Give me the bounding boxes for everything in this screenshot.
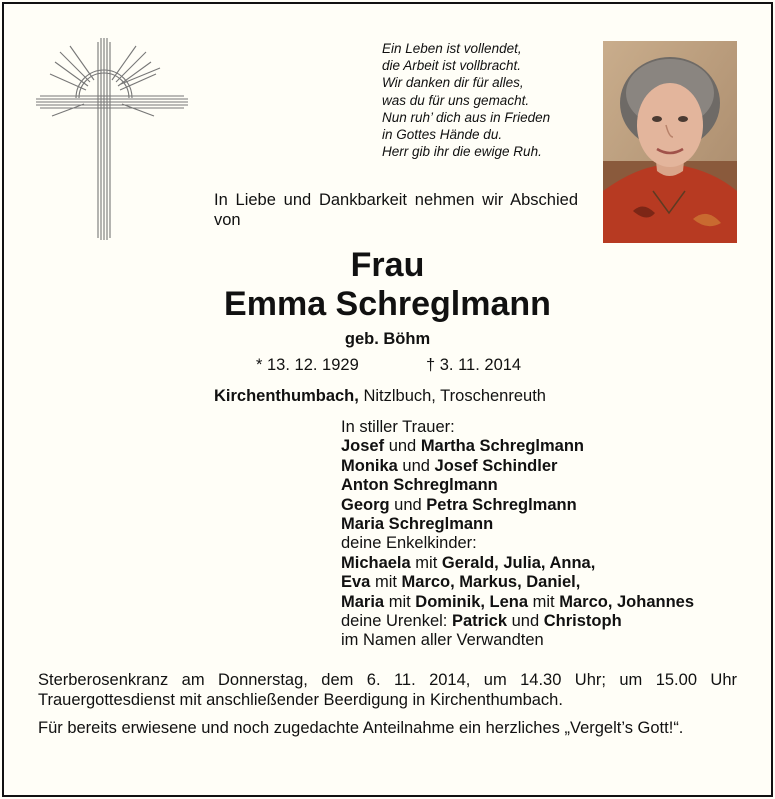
poem-line: Wir danken dir für alles, [382, 75, 524, 91]
text-fragment: Eva [341, 573, 371, 592]
salutation: Frau [350, 246, 425, 284]
poem-line: was du für uns gemacht. [382, 92, 530, 108]
text-fragment: mit [528, 592, 560, 611]
text-fragment: und [397, 456, 435, 475]
text-fragment: Patrick [451, 612, 508, 631]
mourner-line [341, 515, 694, 534]
text-fragment: Maria [341, 592, 385, 611]
place-others: Nitzlbuch, Troschenreuth [358, 387, 546, 405]
text-fragment: Josef [341, 437, 385, 456]
poem-line: Herr gib ihr die ewige Ruh. [382, 144, 542, 160]
birth-date: * 13. 12. 1929 [256, 356, 359, 374]
text-fragment: Michaela [341, 553, 411, 572]
text-fragment: Martha Schreglmann [420, 437, 585, 456]
text-fragment: Monika [341, 456, 398, 475]
rosary-notice: Sterberosenkranz am Donnerstag, dem 6. 11. 2014, um 14.30 Uhr; um 15.00 Uhr Trauergottesdienst mit anschließender Beerdigung in Kirchenthumbach. [38, 671, 737, 709]
text-fragment: mit [370, 573, 402, 592]
poem-line: in Gottes Hände du. [382, 127, 503, 143]
text-fragment: und [507, 612, 544, 631]
mourners-heading: In stiller Trauer: [341, 418, 455, 436]
poem-line: Nun ruh’ dich aus in Frieden [382, 109, 551, 125]
text-fragment: mit [410, 553, 442, 572]
mourner-line [341, 457, 694, 476]
poem-line: Ein Leben ist vollendet, [382, 41, 522, 56]
text-fragment: Anton Schreglmann [341, 476, 498, 495]
places [214, 387, 546, 406]
maiden-name: geb. Böhm [344, 330, 431, 348]
text-fragment: und [384, 437, 421, 456]
grandchild-line [341, 593, 694, 612]
text-fragment: Gerald, Julia, Anna, [441, 553, 596, 572]
thanks-notice: Für bereits erwiesene und noch zugedachte Anteilnahme ein herzliches „Vergelt’s Gott!“. [38, 719, 684, 737]
text-fragment: Christoph [543, 612, 622, 631]
poem [382, 40, 550, 160]
text-fragment: mit [384, 592, 416, 611]
great-grandchildren-line [341, 612, 694, 631]
text-fragment: Petra Schreglmann [426, 495, 577, 514]
grandchildren-label: deine Enkelkinder: [341, 534, 477, 553]
text-fragment: und [389, 495, 427, 514]
mourner-line [341, 496, 694, 515]
text-fragment: Dominik, Lena [415, 592, 529, 611]
mourner-line [341, 437, 694, 456]
deceased-name: Emma Schreglmann [224, 285, 551, 323]
mourner-line [341, 476, 694, 495]
poem-line: die Arbeit ist vollbracht. [382, 58, 522, 74]
death-date: † 3. 11. 2014 [426, 356, 522, 374]
closing-line: im Namen aller Verwandten [341, 631, 544, 650]
grandchild-line [341, 573, 694, 592]
mourners-list [341, 418, 694, 651]
grandchild-line [341, 554, 694, 573]
text-fragment: Georg [341, 495, 390, 514]
place-main: Kirchenthumbach, [214, 387, 359, 405]
text-fragment: Marco, Markus, Daniel, [401, 573, 581, 592]
text-fragment: Marco, Johannes [559, 592, 695, 611]
text-fragment: Maria Schreglmann [341, 515, 494, 534]
text-fragment: Josef Schindler [434, 456, 558, 475]
portrait-photo [603, 41, 737, 243]
text-fragment: deine Urenkel: [341, 612, 452, 631]
cross-sun-icon [36, 38, 188, 240]
intro-text: In Liebe und Dankbarkeit nehmen wir Abschied von [214, 191, 578, 229]
